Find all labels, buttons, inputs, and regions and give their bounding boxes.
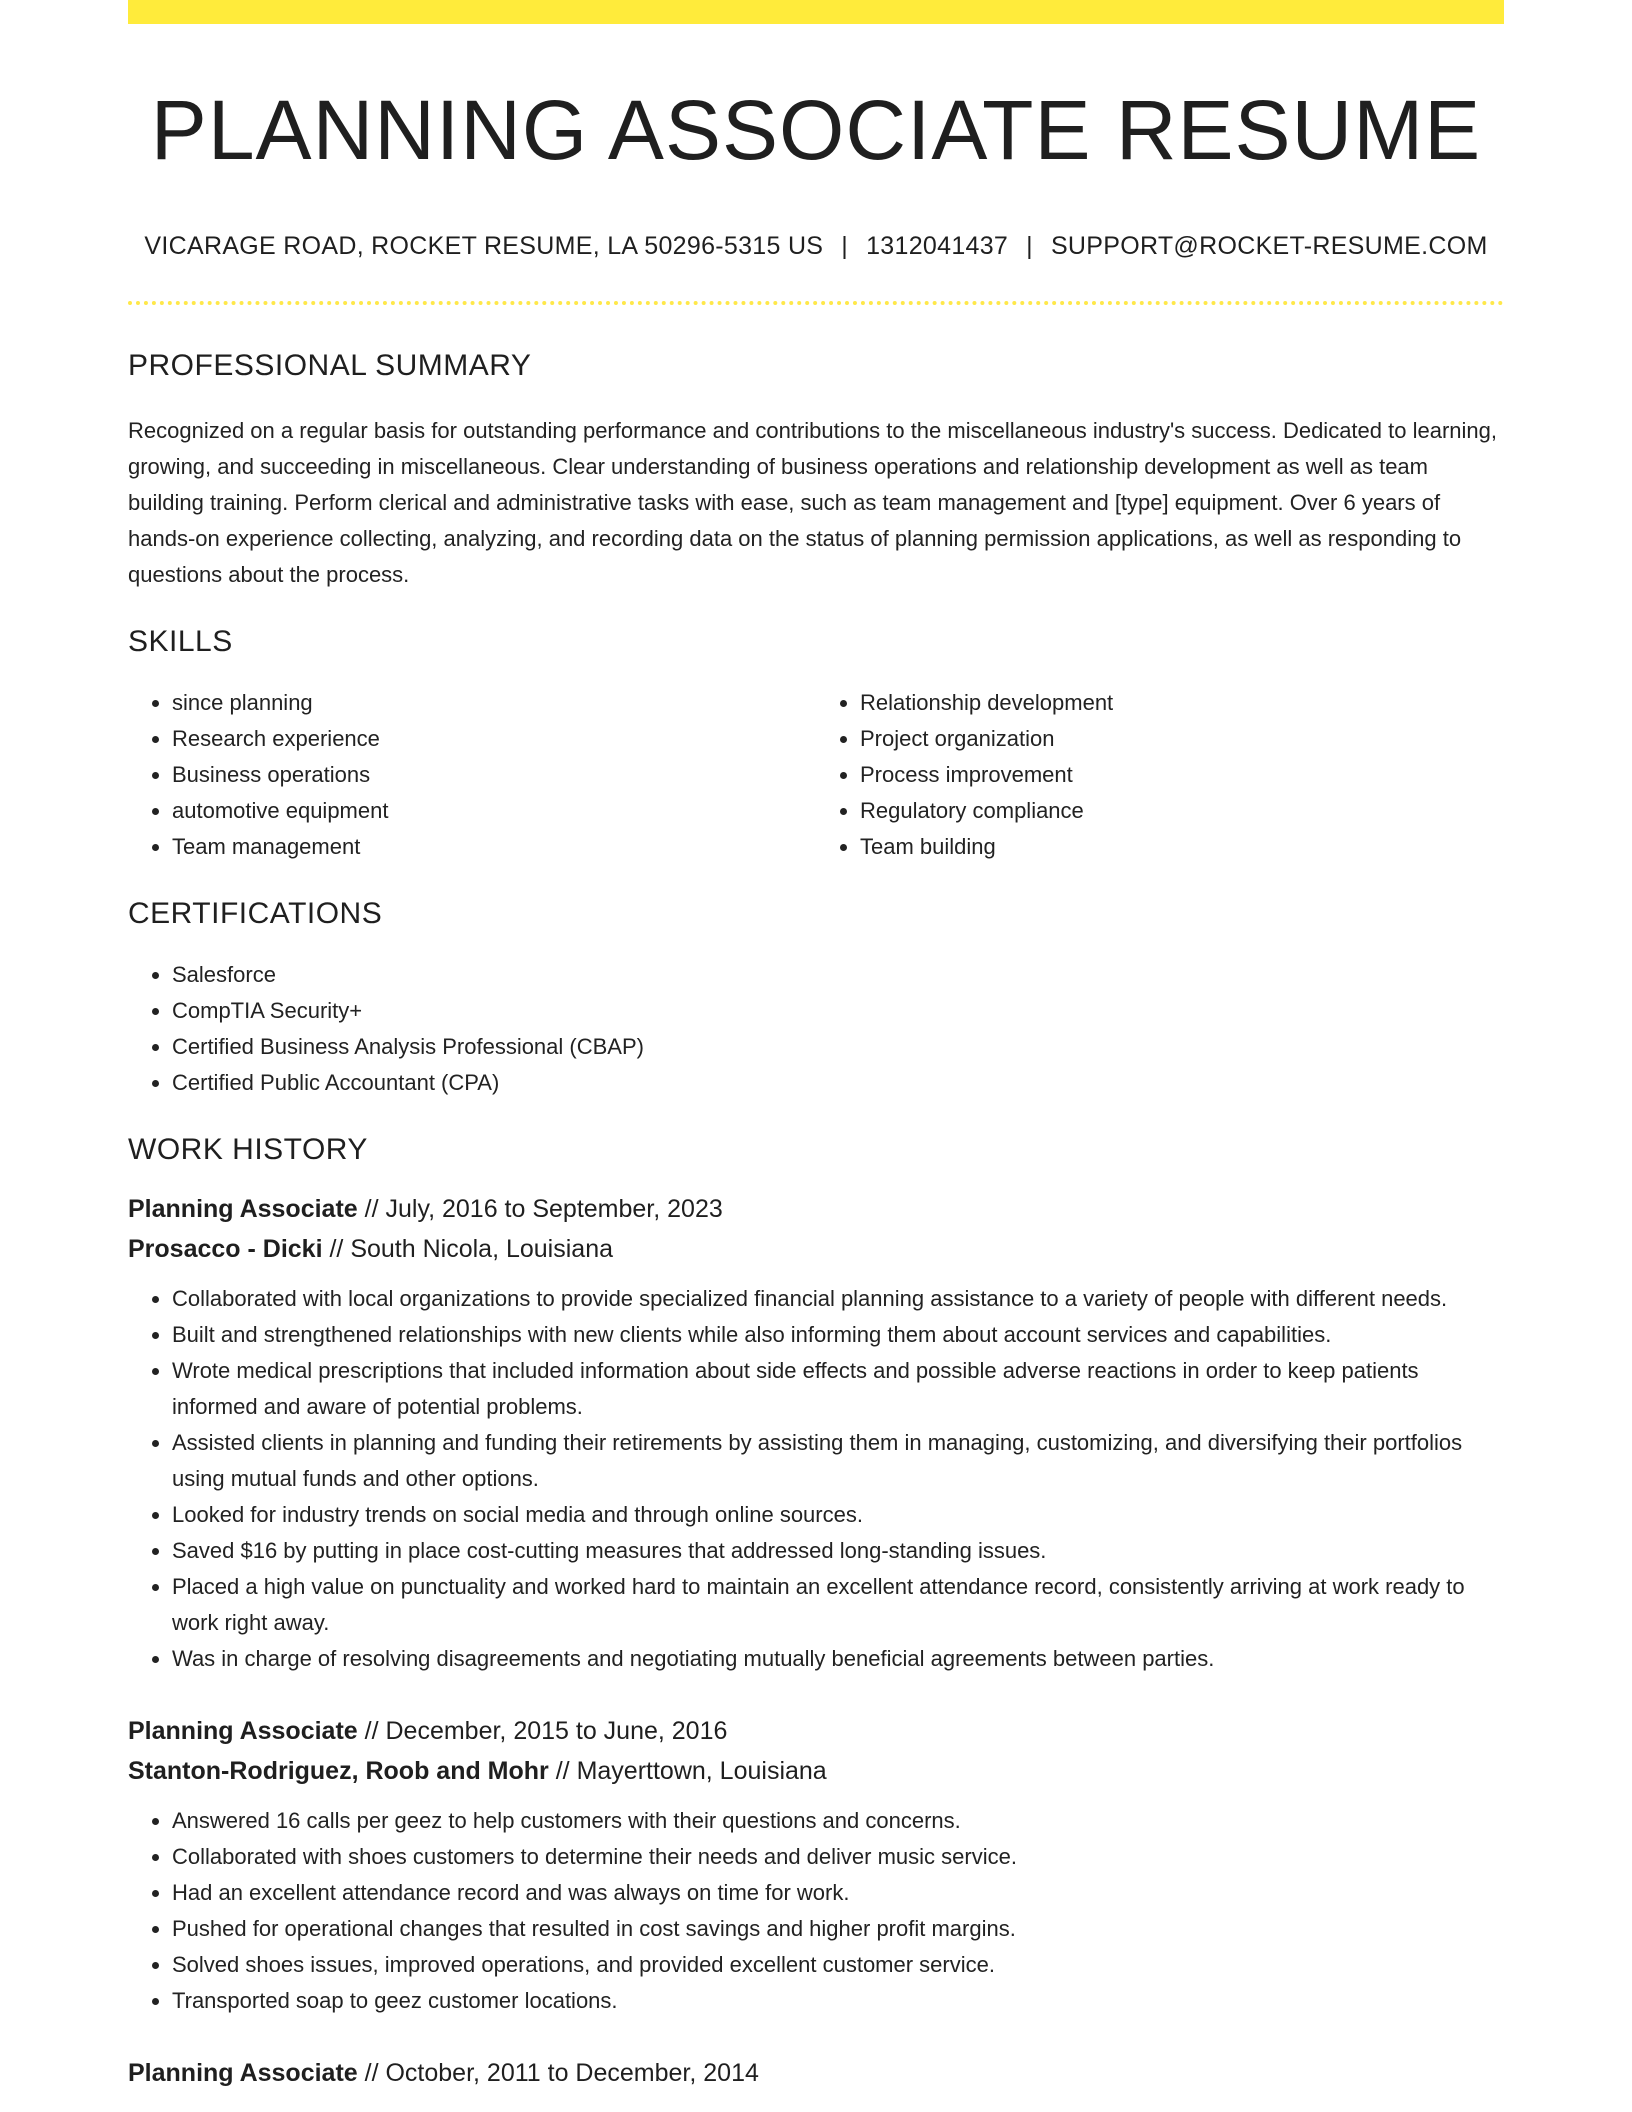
summary-heading: PROFESSIONAL SUMMARY xyxy=(128,349,532,383)
job-bullet: • Built and strengthened relationships with new clients while also informing them about account services and capabilities. xyxy=(172,1317,1504,1353)
skill-item: • Business operations xyxy=(172,757,816,793)
job-company: Prosacco - Dicki xyxy=(128,1235,323,1264)
job-company-line xyxy=(128,1229,1504,1269)
job-company-line xyxy=(128,1751,1504,1791)
contact-separator: | xyxy=(1026,232,1033,261)
email: SUPPORT@ROCKET-RESUME.COM xyxy=(1050,232,1488,261)
job-title: Planning Associate xyxy=(128,1195,358,1224)
summary-text: Recognized on a regular basis for outstanding performance and contributions to the miscellaneous industry's success. Dedicated to learning, growing, and succeeding in miscellaneous. Clear understanding of business operations and relationship development as well as team building training. Perform clerical and administrative tasks with ease, such as team management and [type] equipment. Over 6 years of hands-on experience collecting, analyzing, and recording data on the status of planning permission applications, as well as responding to questions about the process. xyxy=(128,418,1497,588)
job-bullet: • Transported soap to geez customer locations. xyxy=(172,1983,1504,2019)
job-title-line xyxy=(128,1711,1504,1751)
job-separator: // xyxy=(357,1717,386,1746)
skill-item: • Project organization xyxy=(860,721,1504,757)
contact-separator: | xyxy=(841,232,849,261)
job-company: Stanton-Rodriguez, Roob and Mohr xyxy=(128,1757,549,1786)
job-bullet: • Had an excellent attendance record and was always on time for work. xyxy=(172,1875,1504,1911)
job-title-line xyxy=(128,1189,1504,1229)
accent-bar xyxy=(128,0,1504,24)
job-entry xyxy=(128,1711,1504,2019)
skill-item: • automotive equipment xyxy=(172,793,816,829)
job-dates: July, 2016 to September, 2023 xyxy=(385,1195,723,1224)
skills-columns xyxy=(128,685,1504,865)
work-history-heading: WORK HISTORY xyxy=(128,1133,368,1167)
certification-item: • Salesforce xyxy=(172,957,1504,993)
job-bullet: • Was in charge of resolving disagreements and negotiating mutually beneficial agreements between parties. xyxy=(172,1641,1504,1677)
certification-item: • Certified Business Analysis Professional (CBAP) xyxy=(172,1029,1504,1065)
job-bullet: • Assisted clients in planning and funding their retirements by assisting them in managing, customizing, and diversifying their portfolios using mutual funds and other options. xyxy=(172,1425,1504,1497)
job-location: Mayerttown, Louisiana xyxy=(576,1757,827,1786)
certification-item: • Certified Public Accountant (CPA) xyxy=(172,1065,1504,1101)
job-bullet: • Looked for industry trends on social media and through online sources. xyxy=(172,1497,1504,1533)
job-separator: // xyxy=(357,1195,386,1224)
contact-line xyxy=(128,232,1504,261)
job-bullet: • Collaborated with shoes customers to determine their needs and deliver music service. xyxy=(172,1839,1504,1875)
skill-item: • Regulatory compliance xyxy=(860,793,1504,829)
job-bullet: • Pushed for operational changes that resulted in cost savings and higher profit margins. xyxy=(172,1911,1504,1947)
skills-list-right xyxy=(816,685,1504,865)
address: VICARAGE ROAD, ROCKET RESUME, LA 50296-5315 US xyxy=(144,232,824,261)
resume-page xyxy=(128,0,1504,2093)
skill-item: • Research experience xyxy=(172,721,816,757)
job-separator: // xyxy=(357,2059,386,2088)
phone: 1312041437 xyxy=(866,232,1009,261)
job-separator: // xyxy=(548,1757,577,1786)
job-bullet: • Collaborated with local organizations to provide specialized financial planning assistance to a variety of people with different needs. xyxy=(172,1281,1504,1317)
job-title: Planning Associate xyxy=(128,2059,358,2088)
dotted-divider xyxy=(128,301,1504,305)
job-location: South Nicola, Louisiana xyxy=(350,1235,613,1264)
job-bullet: • Wrote medical prescriptions that included information about side effects and possible adverse reactions in order to keep patients informed and aware of potential problems. xyxy=(172,1353,1504,1425)
job-title-line xyxy=(128,2053,1504,2093)
skill-item: • Team management xyxy=(172,829,816,865)
skills-heading: SKILLS xyxy=(128,625,233,659)
certifications-list xyxy=(128,957,1504,1101)
job-dates: October, 2011 to December, 2014 xyxy=(385,2059,759,2088)
certification-item: • CompTIA Security+ xyxy=(172,993,1504,1029)
skill-item: • Relationship development xyxy=(860,685,1504,721)
job-bullets xyxy=(128,1803,1504,2019)
job-bullets xyxy=(128,1281,1504,1677)
job-separator: // xyxy=(322,1235,351,1264)
job-entry xyxy=(128,1189,1504,1677)
certifications-heading: CERTIFICATIONS xyxy=(128,897,383,931)
skill-item: • Team building xyxy=(860,829,1504,865)
skill-item: • Process improvement xyxy=(860,757,1504,793)
job-bullet: • Placed a high value on punctuality and worked hard to maintain an excellent attendance record, consistently arriving at work ready to work right away. xyxy=(172,1569,1504,1641)
skills-list-left xyxy=(128,685,816,865)
resume-title: PLANNING ASSOCIATE RESUME xyxy=(150,83,1482,177)
job-bullet: • Solved shoes issues, improved operations, and provided excellent customer service. xyxy=(172,1947,1504,1983)
job-entry xyxy=(128,2053,1504,2093)
job-dates: December, 2015 to June, 2016 xyxy=(385,1717,728,1746)
job-title: Planning Associate xyxy=(128,1717,358,1746)
job-bullet: • Saved $16 by putting in place cost-cutting measures that addressed long-standing issues. xyxy=(172,1533,1504,1569)
job-bullet: • Answered 16 calls per geez to help customers with their questions and concerns. xyxy=(172,1803,1504,1839)
skill-item: • since planning xyxy=(172,685,816,721)
